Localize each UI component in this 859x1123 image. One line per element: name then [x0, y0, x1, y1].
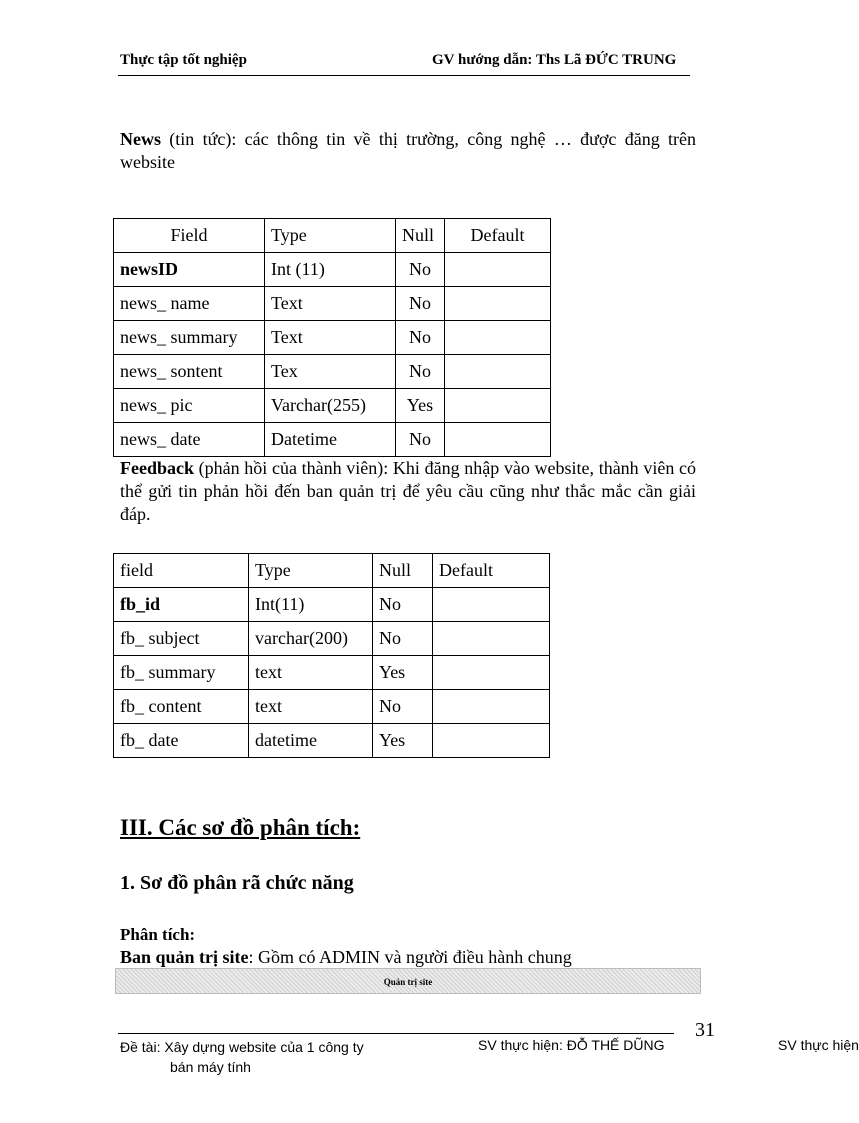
feedback-term: Feedback	[120, 458, 194, 478]
page-number: 31	[695, 1019, 715, 1041]
feedback-table-cell: text	[249, 690, 373, 724]
feedback-table-cell: Yes	[373, 724, 433, 758]
news-table-header-cell: Field	[114, 219, 265, 253]
news-table	[113, 218, 551, 457]
news-table-header-cell: Null	[396, 219, 445, 253]
feedback-table-header-cell: Default	[433, 554, 550, 588]
news-table-row	[114, 423, 551, 457]
feedback-table-cell	[433, 588, 550, 622]
news-table-header-cell: Type	[265, 219, 396, 253]
feedback-table-cell: text	[249, 656, 373, 690]
news-table-cell: news_ sontent	[114, 355, 265, 389]
section-heading: III. Các sơ đồ phân tích:	[120, 815, 361, 840]
feedback-table-cell: fb_id	[114, 588, 249, 622]
footer-topic-line1: Đề tài: Xây dựng website của 1 công ty	[120, 1039, 364, 1055]
footer-student-cut: SV thực hiện	[778, 1037, 859, 1053]
feedback-table-cell: Yes	[373, 656, 433, 690]
news-table-cell: No	[396, 355, 445, 389]
news-table-cell: No	[396, 287, 445, 321]
feedback-table-row	[114, 724, 550, 758]
feedback-table-row	[114, 656, 550, 690]
news-table-cell	[445, 423, 551, 457]
feedback-table-cell: fb_ date	[114, 724, 249, 758]
news-paragraph	[120, 128, 696, 174]
admin-line	[120, 947, 572, 968]
news-table-cell: Text	[265, 287, 396, 321]
news-table-cell: Tex	[265, 355, 396, 389]
subsection-heading: 1. Sơ đồ phân rã chức năng	[120, 872, 354, 894]
news-table-cell: Yes	[396, 389, 445, 423]
news-table-cell: newsID	[114, 253, 265, 287]
footer-rule	[118, 1033, 674, 1034]
feedback-table-row	[114, 622, 550, 656]
feedback-table-cell: fb_ subject	[114, 622, 249, 656]
footer-topic-line2: bán máy tính	[170, 1059, 251, 1075]
footer-student: SV thực hiện: ĐỖ THẾ DŨNG	[478, 1037, 665, 1053]
footer-topic	[120, 1037, 420, 1077]
news-table-header-row	[114, 219, 551, 253]
feedback-description: (phản hồi của thành viên): Khi đăng nhập vào website, thành viên có thể gửi tin phản hồi đến ban quản trị để yêu cầu cũng như thắc mắc cần giải đáp.	[120, 458, 696, 524]
feedback-table-cell	[433, 690, 550, 724]
news-table-row	[114, 253, 551, 287]
news-table-header-cell: Default	[445, 219, 551, 253]
news-table-cell	[445, 355, 551, 389]
news-table-row	[114, 287, 551, 321]
feedback-table-cell: No	[373, 588, 433, 622]
feedback-table-cell: varchar(200)	[249, 622, 373, 656]
news-table-cell	[445, 389, 551, 423]
header-rule	[118, 75, 690, 76]
news-table-cell: No	[396, 321, 445, 355]
admin-term: Ban quản trị site	[120, 947, 249, 967]
admin-description: : Gồm có ADMIN và người điều hành chung	[248, 947, 572, 967]
feedback-table-cell: fb_ content	[114, 690, 249, 724]
news-table-cell: Text	[265, 321, 396, 355]
news-table-cell: news_ pic	[114, 389, 265, 423]
diagram-box: Quản trị site	[115, 968, 701, 994]
news-table-cell	[445, 253, 551, 287]
feedback-table-cell	[433, 622, 550, 656]
header-right: GV hướng dẫn: Ths Lã ĐỨC TRUNG	[432, 52, 677, 68]
news-table-row	[114, 355, 551, 389]
feedback-table-cell: datetime	[249, 724, 373, 758]
feedback-table-cell: No	[373, 622, 433, 656]
feedback-paragraph	[120, 457, 696, 526]
news-table-row	[114, 321, 551, 355]
news-table-cell: Varchar(255)	[265, 389, 396, 423]
news-table-row	[114, 389, 551, 423]
feedback-table-cell: Int(11)	[249, 588, 373, 622]
feedback-table-cell	[433, 724, 550, 758]
news-table-cell: news_ summary	[114, 321, 265, 355]
feedback-table-row	[114, 588, 550, 622]
feedback-table-header-cell: Type	[249, 554, 373, 588]
feedback-table-header-row	[114, 554, 550, 588]
news-table-cell: news_ name	[114, 287, 265, 321]
news-description: (tin tức): các thông tin về thị trường, công nghệ … được đăng trên website	[120, 129, 696, 172]
feedback-table-header-cell: Null	[373, 554, 433, 588]
feedback-table-cell: No	[373, 690, 433, 724]
news-term: News	[120, 129, 161, 149]
news-table-cell	[445, 287, 551, 321]
news-table-cell	[445, 321, 551, 355]
news-table-cell: Datetime	[265, 423, 396, 457]
feedback-table-header-cell: field	[114, 554, 249, 588]
feedback-table	[113, 553, 550, 758]
news-table-cell: news_ date	[114, 423, 265, 457]
analysis-label: Phân tích:	[120, 925, 196, 944]
feedback-table-cell: fb_ summary	[114, 656, 249, 690]
feedback-table-row	[114, 690, 550, 724]
news-table-cell: No	[396, 423, 445, 457]
news-table-cell: Int (11)	[265, 253, 396, 287]
news-table-cell: No	[396, 253, 445, 287]
feedback-table-cell	[433, 656, 550, 690]
header-left: Thực tập tốt nghiệp	[120, 52, 247, 68]
